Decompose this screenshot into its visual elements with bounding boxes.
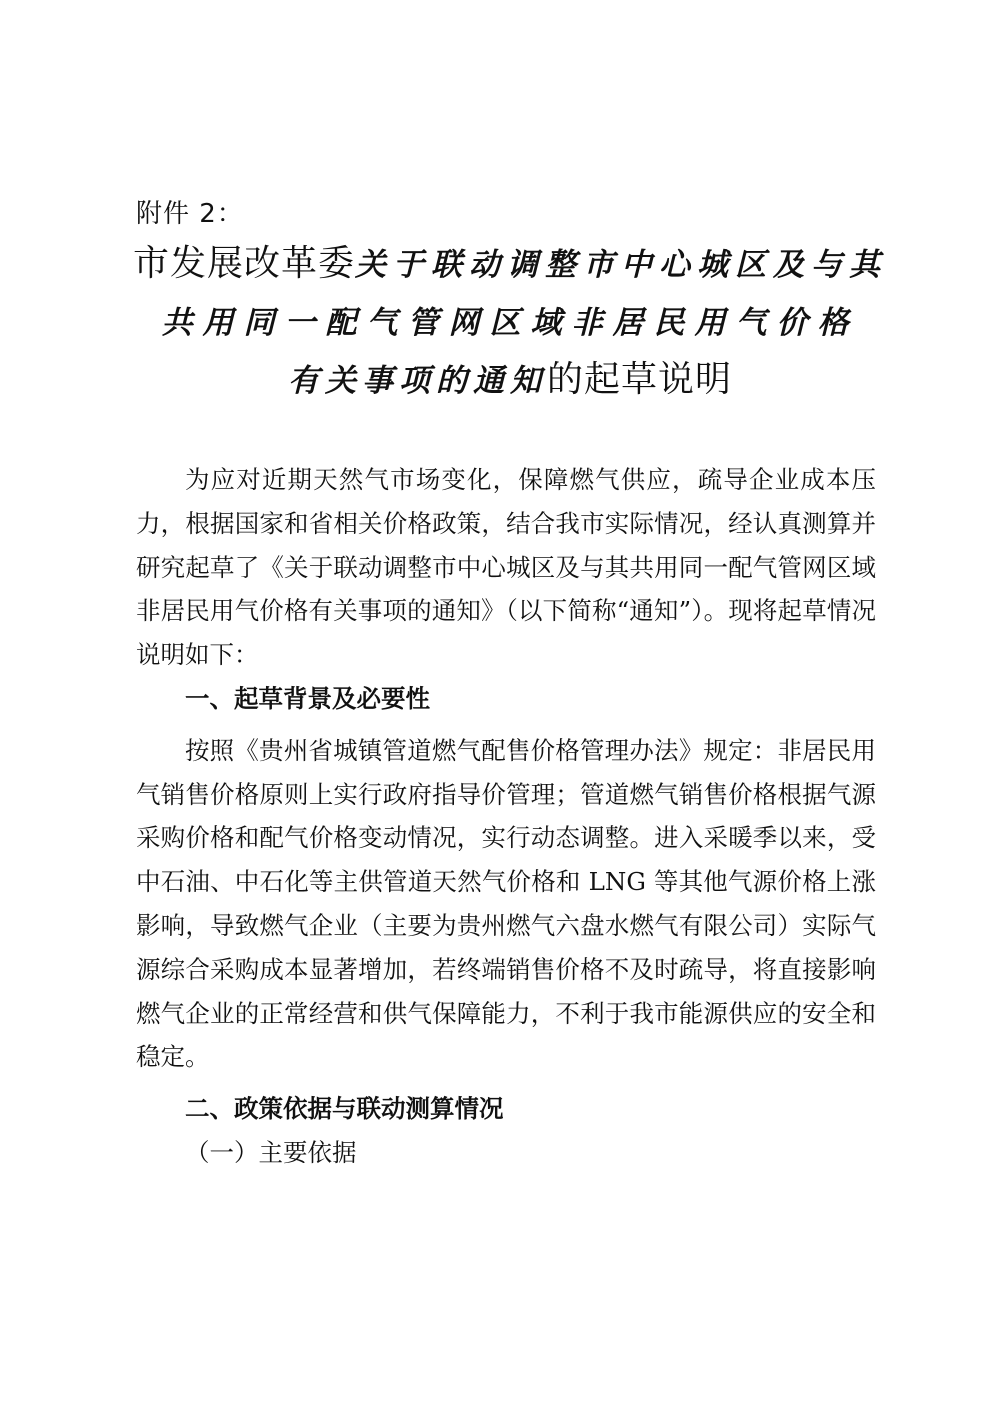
document-title-line-1 (130, 240, 890, 289)
title-subject-part-2: 共用同一配气管网区域非居民用气价格 (161, 305, 859, 341)
title-suffix: 的起草说明 (546, 359, 732, 400)
intro-paragraph: 为应对近期天然气市场变化，保障燃气供应，疏导企业成本压力，根据国家和省相关价格政策，结合我市实际情况，经认真测算并研究起草了《关于联动调整市中心城区及与其共用同一配气管网区域非居民用气价格有关事项的通知》（以下简称“通知”）。现将起草情况说明如下： (136, 465, 876, 670)
attachment-label: 附件 2： (136, 199, 244, 229)
title-subject-part-3: 有关事项的通知 (287, 363, 547, 399)
section-1-paragraph: 按照《贵州省城镇管道燃气配售价格管理办法》规定：非居民用气销售价格原则上实行政府指导价管理；管道燃气销售价格根据气源采购价格和配气价格变动情况，实行动态调整。进入采暖季以来，受中石油、中石化等主供管道天然气价格和 LNG 等其他气源价格上涨影响，导致燃气企业（主要为贵州燃气六盘水燃气有限公司）实际气源综合采购成本显著增加，若终端销售价格不及时疏导，将直接影响燃气企业的正常经营和供气保障能力，不利于我市能源供应的安全和稳定。 (136, 735, 876, 1072)
document-title-line-3 (130, 356, 890, 405)
section-1-heading: 一、起草背景及必要性 (185, 683, 430, 713)
title-issuer: 市发展改革委 (132, 243, 355, 284)
document-body (136, 458, 876, 1175)
section-2-heading: 二、政策依据与联动测算情况 (185, 1094, 504, 1124)
section-2-subheading-1: （一）主要依据 (185, 1137, 357, 1167)
title-subject-part-1: 关于联动调整市中心城区及与其 (355, 247, 887, 283)
document-title-line-2 (130, 298, 890, 347)
